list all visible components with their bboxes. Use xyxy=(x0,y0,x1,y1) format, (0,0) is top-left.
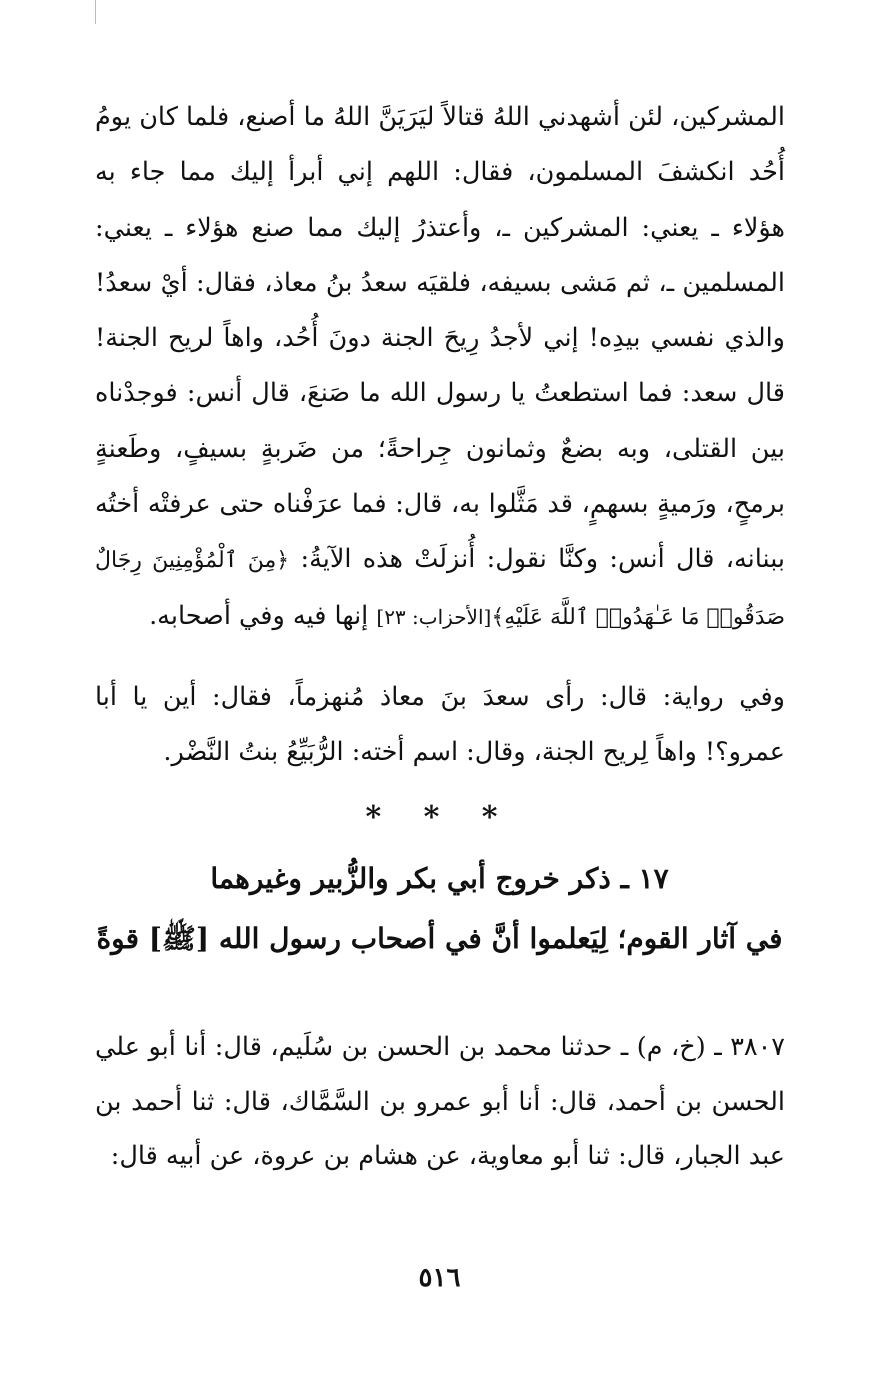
paragraph-text: المشركين، لئن أشهدني اللهُ قتالاً ليَرَيَنَّ اللهُ ما أصنع، فلما كان يومُ أُحُد انكشفَ المسلمون، فقال: اللهم إني أبرأ إليك مما جاء به هؤلاء ـ يعني: المشركين ـ، وأعتذرُ إليك مما صنع هؤلاء ـ يعني: المسلمين ـ، ثم مَشى بسيفه، فلقيَه سعدُ بنُ معاذ، فقال: أيْ سعدُ! والذي نفسي بيدِه! إني لأجدُ رِيحَ الجنة دونَ أُحُد، واهاً لريح الجنة! قال سعد: فما استطعتُ يا رسول الله ما صَنعَ، قال أنس: فوجدْناه بين القتلى، وبه بضعٌ وثمانون جِراحةً؛ من ضَربةٍ بسيفٍ، وطَعنةٍ برمحٍ، ورَميةٍ بسهمٍ، قد مَثَّلوا به، قال: فما عرَفْناه حتى عرفتْه أختُه ببنانه، قال أنس: وكنَّا نقول: أُنزلَتْ هذه الآيةُ: xyxy=(95,102,785,575)
section-divider-ornament: * * * xyxy=(365,800,514,835)
ayah-reference: [الأحزاب: ٢٣] xyxy=(376,604,492,629)
chapter-heading-line-2: في آثار القوم؛ لِيَعلموا أنَّ في أصحاب رسول الله [ﷺ] قوةً xyxy=(96,922,783,955)
page-number: ٥١٦ xyxy=(418,1263,461,1293)
top-margin-rule xyxy=(95,0,102,24)
hadith-isnad-paragraph: ٣٨٠٧ ـ (خ، م) ـ حدثنا محمد بن الحسن بن سُلَيم، قال: أنا أبو علي الحسن بن أحمد، قال: أنا أبو عمرو بن السَّمَّاك، قال: ثنا أحمد بن عبد الجبار، قال: ثنا أبو معاوية، عن هشام بن عروة، عن أبيه قال: xyxy=(95,1032,785,1171)
paragraph-text-end: إنها فيه وفي أصحابه. xyxy=(149,600,369,631)
hadith-continuation-paragraph xyxy=(95,90,785,645)
quran-ayah: ﴿مِنَ ٱلْمُؤْمِنِينَ رِجَالٌ صَدَقُوا۟ مَا عَـٰهَدُوا۟ ٱللَّهَ عَلَيْهِ﴾ xyxy=(95,548,785,630)
chapter-heading-line-1: ١٧ ـ ذكر خروج أبي بكر والزُّبير وغيرهما xyxy=(210,862,669,895)
narration-variant-paragraph: وفي رواية: قال: رأى سعدَ بنَ معاذ مُنهزماً، فقال: أين يا أبا عمرو؟! واهاً لِريح الجنة، وقال: اسم أخته: الرُّبَيِّعُ بنتُ النَّضْر. xyxy=(95,682,785,767)
